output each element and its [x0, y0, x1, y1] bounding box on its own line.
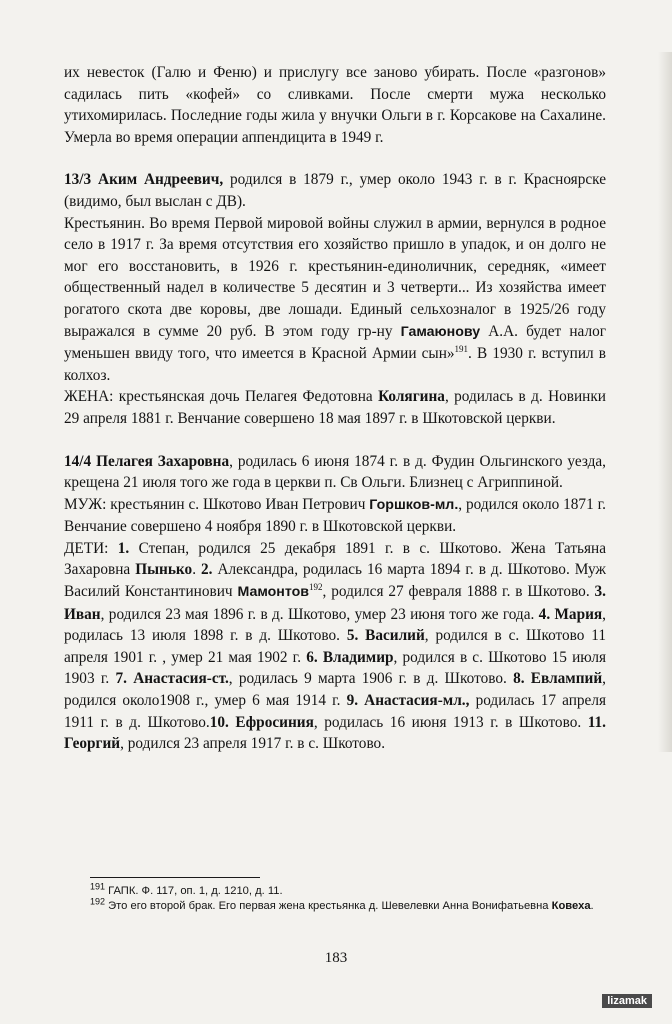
entry-pelageya-heading: [64, 451, 606, 494]
entry-akim-heading: [64, 169, 606, 212]
page-edge-shadow: [658, 52, 672, 752]
child-11-name: 11. Георгий: [64, 713, 607, 753]
page-body: [64, 62, 606, 755]
akim-bio-text: Крестьянин. Во время Первой мировой войны служил в армии, вернулся в родное село в 1917 г. За время отсутствия его хозяйство пришло в упадок, и он долго не мог его восстановить, в 1926 г. крестьянин-единоличник, середняк, «имеет общественный надел в количестве 5 десятин и 3 четверти... Из хозяйства имеет рогатого скота две коровы, две лошади. Единый сельхозналог в 1925/26 году выражался в сумме 20 руб. В этом году гр-ну: [64, 214, 606, 340]
entry-akim-bio: [64, 213, 606, 387]
child-1-wife-surname: Пынько: [135, 561, 193, 579]
husband-text: МУЖ: крестьянин с. Шкотово Иван Петрович: [64, 495, 370, 513]
child-4-text: , родилась 13 июля 1898 г. в д. Шкотово.: [64, 605, 606, 645]
child-3-name: 3. Иван: [64, 583, 607, 623]
child-1-text: Степан, родился 25 декабря 1891 г. в с. Шкотово. Жена Татьяна Захаровна: [64, 539, 607, 579]
child-1-end: .: [192, 561, 202, 579]
footnotes: [90, 881, 610, 914]
pelageya-heading-rest: , родилась 6 июня 1874 г. в д. Фудин Ольгинского уезда, крещена 21 июля того же года в церкви п. Св Ольги. Близнец с Агриппиной.: [64, 452, 606, 492]
husband-surname: Горшков-мл.: [369, 496, 459, 513]
footnote-192-end: .: [590, 900, 594, 912]
akim-wife-text-2: , родилась в д. Новинки 29 апреля 1881 г. Венчание совершено 18 мая 1897 г. в Шкотовской церкви.: [64, 388, 606, 427]
footnote-192-num: 192: [90, 896, 106, 907]
child-9-name: 9. Анастасия-мл.,: [346, 692, 470, 710]
child-9-text: родилась 17 апреля 1911 г. в д. Шкотово.: [64, 692, 606, 731]
footnote-191-text: ГАПК. Ф. 117, оп. 1, д. 1210, д. 11.: [105, 885, 283, 897]
child-7-name: 7. Анастасия-ст.: [115, 670, 229, 688]
akim-bio-text-2: А.А. будет налог уменьшен ввиду того, что имеется в Красной Армии сын»: [64, 322, 606, 363]
child-6-name: 6. Владимир: [306, 648, 394, 666]
child-8-name: 8. Евлампий: [513, 670, 603, 688]
footnote-192: [90, 896, 610, 914]
footnote-192-surname: Ковеха: [551, 900, 591, 912]
page-number: 183: [324, 950, 348, 966]
entry-pelageya-children: [64, 538, 606, 755]
child-10-text: , родилась 16 июня 1913 г. в Шкотово.: [313, 713, 588, 731]
footnote-191: [90, 881, 610, 899]
child-3-text: , родился 23 мая 1896 г. в д. Шкотово, умер 23 июня того же года.: [100, 605, 539, 623]
entry-akim-wife: [64, 386, 606, 429]
entry-pelageya-husband: [64, 494, 606, 538]
footnote-ref-191: 191: [454, 344, 469, 355]
child-2-text: Александра, родилась 16 марта 1894 г. в д. Шкотово. Муж Василий Константинович: [64, 561, 607, 601]
akim-heading: 13/3 Аким Андреевич,: [64, 171, 224, 189]
child-5-name: 5. Василий: [346, 627, 425, 645]
children-label: ДЕТИ:: [64, 539, 118, 557]
pelageya-heading: 14/4 Пелагея Захаровна: [64, 452, 230, 470]
akim-wife-surname: Колягина: [378, 388, 445, 406]
child-6-text: , родился в с. Шкотово 15 июля 1903 г.: [64, 648, 606, 688]
child-7-text: , родилась 9 марта 1906 г. в д. Шкотово.: [228, 670, 514, 688]
watermark: lizamak: [602, 994, 652, 1008]
child-11-text: , родился 23 апреля 1917 г. в с. Шкотово.: [120, 735, 386, 753]
child-10-name: 10. Ефросиния: [209, 713, 314, 731]
footnote-191-num: 191: [90, 881, 106, 892]
child-4-name: 4. Мария: [538, 605, 603, 623]
akim-bio-surname: Гамаюнову: [400, 323, 481, 340]
akim-heading-rest: родился в 1879 г., умер около 1943 г. в г. Красноярске (видимо, был выслан с ДВ).: [64, 171, 606, 210]
footnote-192-text: Это его второй брак. Его первая жена крестьянка д. Шевелевки Анна Вонифатьевна: [105, 900, 552, 912]
akim-bio-text-3: . В 1930 г. вступил в колхоз.: [64, 345, 607, 384]
child-1-num: 1.: [117, 539, 130, 557]
husband-text-2: , родился около 1871 г. Венчание совершено 4 ноября 1890 г. в Шкотовской церкви.: [64, 495, 606, 536]
child-2-num: 2.: [201, 561, 213, 579]
paragraph-intro: [64, 62, 606, 148]
akim-wife-text: ЖЕНА: крестьянская дочь Пелагея Федотовна: [64, 388, 379, 406]
child-2-husband-surname: Мамонтов: [237, 584, 310, 601]
intro-text: их невесток (Галю и Феню) и прислугу все заново убирать. После «разгонов» садилась пить «кофей» со сливками. После смерти мужа несколько утихомирилась. Последние годы жила у внучки Ольги в г. Корсакове на Сахалине. Умерла во время операции аппендицита в 1949 г.: [64, 64, 606, 146]
footnote-divider: [90, 877, 260, 878]
child-5-text: , родился в с. Шкотово 11 апреля 1901 г. , умер 21 мая 1902 г.: [64, 627, 607, 666]
footnote-ref-192: 192: [309, 581, 323, 592]
child-8-text: , родился около1908 г., умер 6 мая 1914 г.: [64, 670, 606, 710]
child-2-text-2: , родился 27 февраля 1888 г. в Шкотово.: [322, 583, 595, 601]
